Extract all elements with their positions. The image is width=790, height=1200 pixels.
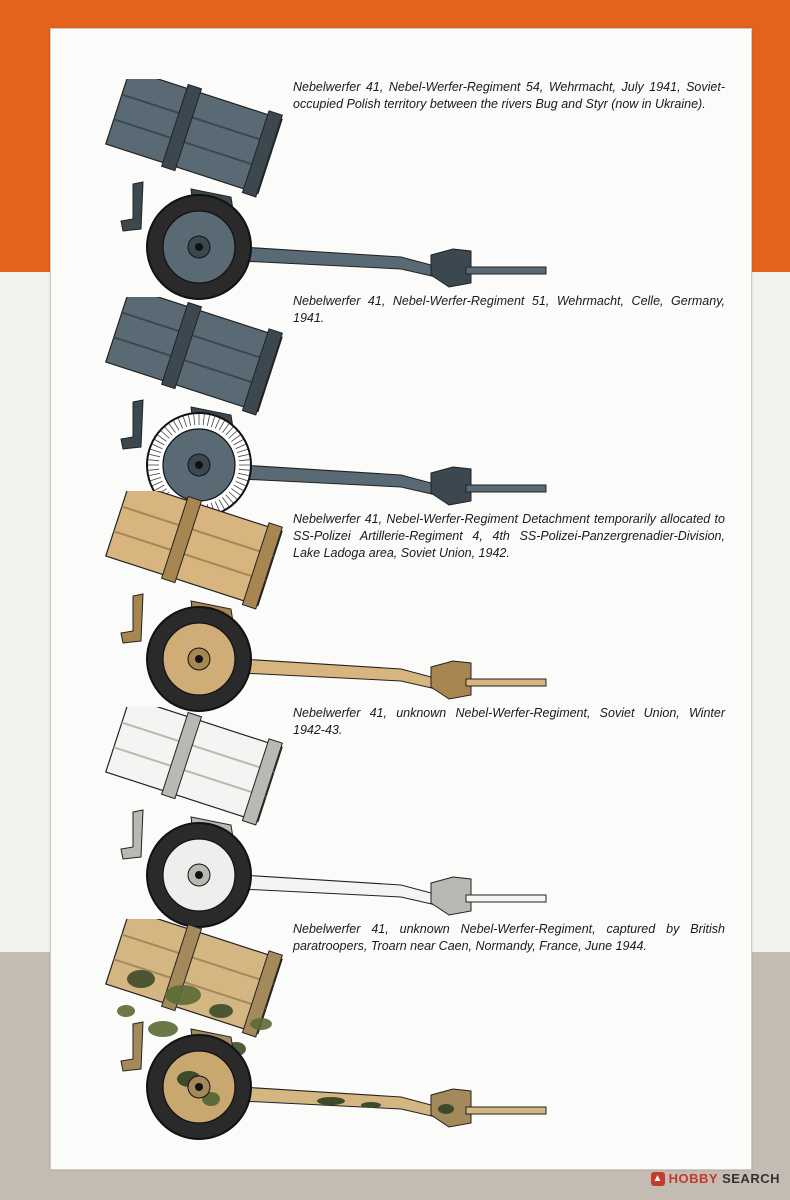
- tow-bar: [466, 895, 546, 902]
- instruction-panel: [50, 28, 752, 1170]
- camo-blotch: [317, 1097, 345, 1105]
- wheel-axle: [195, 1083, 203, 1091]
- launcher-tubes: [105, 79, 284, 197]
- variant-1: [51, 69, 751, 289]
- camo-blotch: [209, 1004, 233, 1018]
- camo-blotch: [361, 1102, 381, 1108]
- tow-bar: [466, 267, 546, 274]
- wheel-axle: [195, 871, 203, 879]
- caption-3: Nebelwerfer 41, Nebel-Werfer-Regiment Detachment temporarily allocated to SS-Polizei Artillerie-Regiment 4, 4th SS-Polizei-Panzergrenadier-Division, Lake Ladoga area, Soviet Union, 1942.: [293, 512, 725, 560]
- camo-blotch: [438, 1104, 454, 1114]
- variant-2: [51, 287, 751, 507]
- watermark-text-a: HOBBY: [668, 1171, 719, 1186]
- caption-1: Nebelwerfer 41, Nebel-Werfer-Regiment 54, Wehrmacht, July 1941, Soviet-occupied Polish territory between the rivers Bug and Styr (now in Ukraine).: [293, 80, 725, 111]
- support-leg: [121, 1022, 143, 1071]
- launcher-tubes: [105, 297, 284, 415]
- hobby-search-logo-icon: ▲: [652, 1172, 663, 1184]
- variant-3: [51, 481, 751, 701]
- launcher-tubes: [105, 491, 284, 609]
- watermark-text-b: SEARCH: [722, 1171, 780, 1186]
- camo-blotch: [165, 985, 201, 1005]
- camo-blotch: [148, 1021, 178, 1037]
- camo-blotch: [127, 970, 155, 988]
- hobby-search-watermark: [651, 1171, 780, 1186]
- support-leg: [121, 182, 143, 231]
- launcher-tubes: [105, 707, 284, 825]
- wheel-axle: [195, 243, 203, 251]
- trail-spade: [431, 661, 471, 699]
- variant-4: [51, 697, 751, 917]
- caption-5: Nebelwerfer 41, unknown Nebel-Werfer-Regiment, captured by British paratroopers, Troarn near Caen, Normandy, France, June 1944.: [293, 922, 725, 953]
- gun-group: [105, 707, 546, 927]
- trail-spade: [431, 249, 471, 287]
- support-leg: [121, 810, 143, 859]
- nebelwerfer-illustration-4: [71, 707, 561, 932]
- wheel-axle: [195, 461, 203, 469]
- camo-blotch: [250, 1018, 272, 1030]
- tow-bar: [466, 679, 546, 686]
- wheel-axle: [195, 655, 203, 663]
- caption-2: Nebelwerfer 41, Nebel-Werfer-Regiment 51, Wehrmacht, Celle, Germany, 1941.: [293, 294, 725, 325]
- camo-blotch: [117, 1005, 135, 1017]
- caption-4: Nebelwerfer 41, unknown Nebel-Werfer-Regiment, Soviet Union, Winter 1942-43.: [293, 706, 725, 737]
- tow-bar: [466, 1107, 546, 1114]
- support-leg: [121, 400, 143, 449]
- support-leg: [121, 594, 143, 643]
- variant-5: [51, 909, 751, 1129]
